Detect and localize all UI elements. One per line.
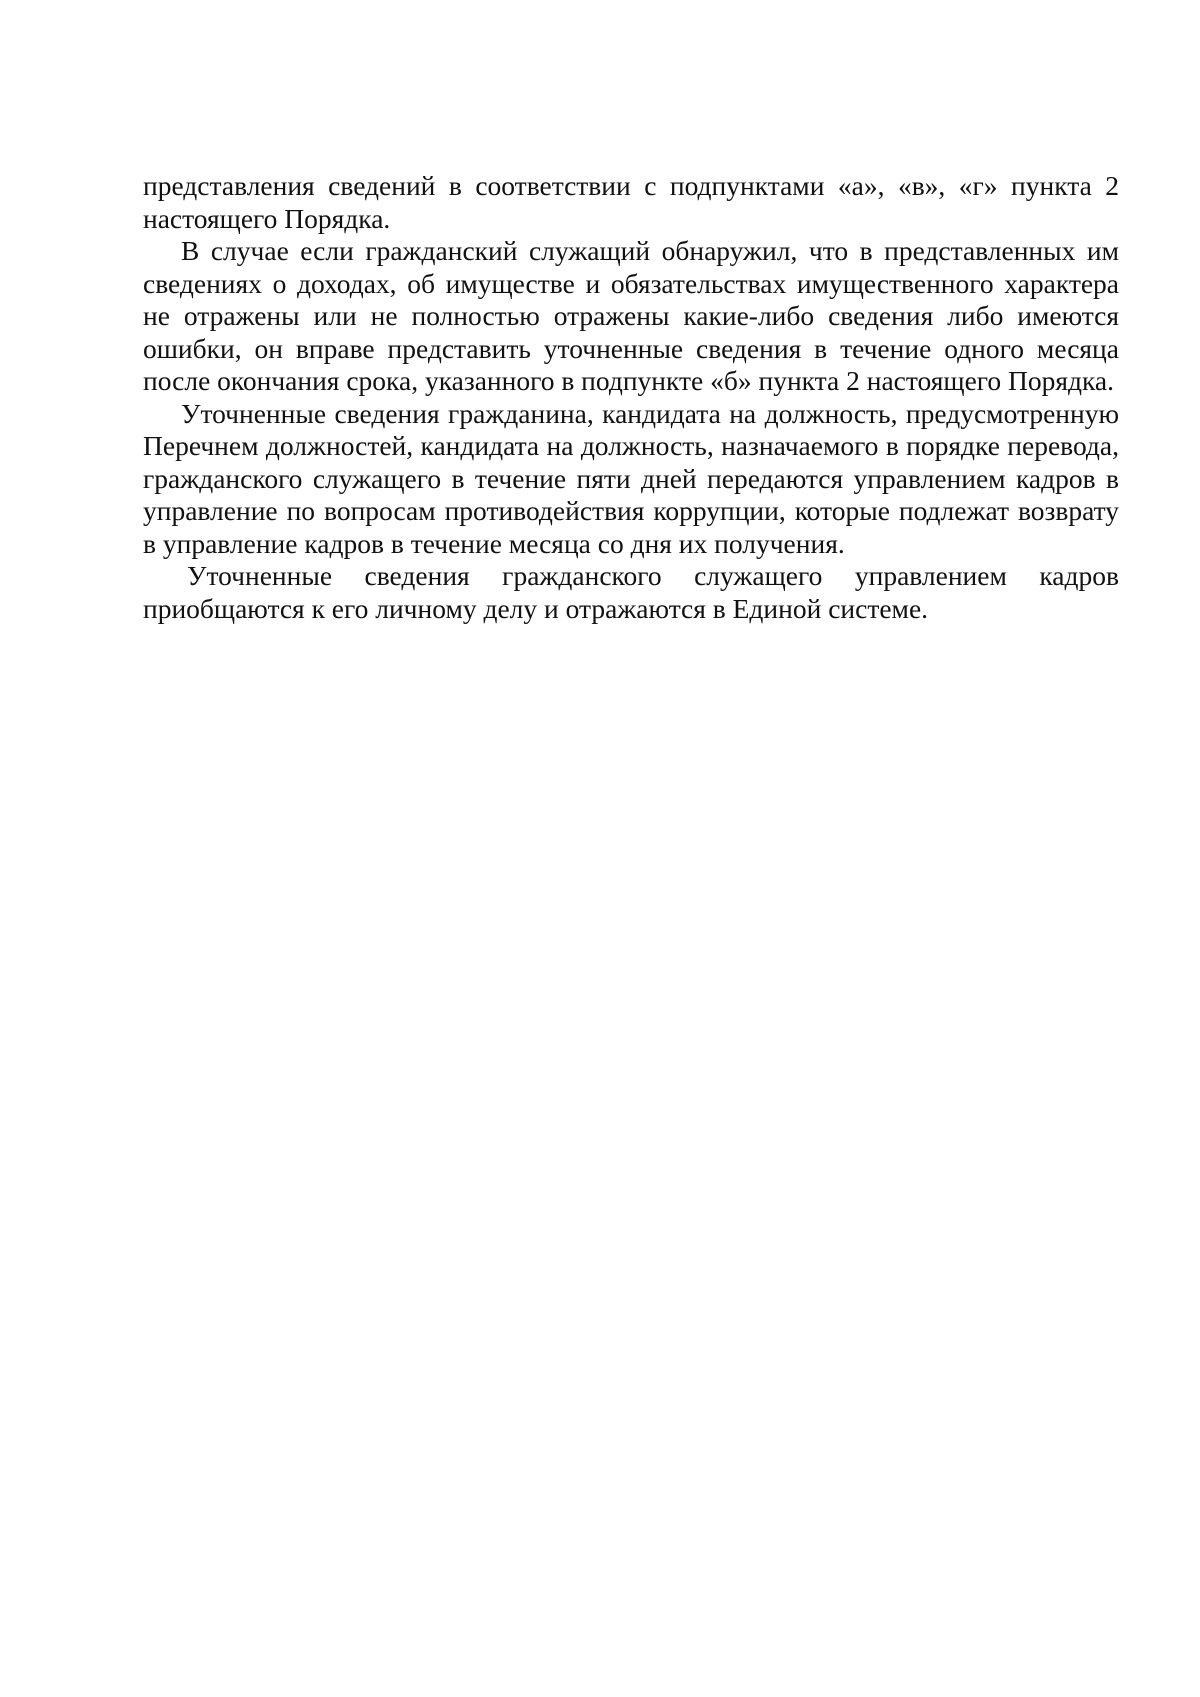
paragraph-continuation: представления сведений в соответствии с подпунктами «а», «в», «г» пункта 2 настоящего Порядка. [143,170,1119,234]
document-body [143,170,1119,625]
paragraph-corrected-info-transfer: Уточненные сведения гражданина, кандидата на должность, предусмотренную Перечнем должностей, кандидата на должность, назначаемого в порядке перевода, гражданского служащего в течение пяти дней передаются управлением кадров в управление по вопросам противодействия коррупции, которые подлежат возврату в управление кадров в течение месяца со дня их получения. [143,397,1119,559]
paragraph-corrected-info-deadline: В случае если гражданский служащий обнаружил, что в представленных им сведениях о доходах, об имуществе и обязательствах имущественного характера не отражены или не полностью отражены какие-либо сведения либо имеются ошибки, он вправе представить уточненные сведения в течение одного месяца после окончания срока, указанного в подпункте «б» пункта 2 настоящего Порядка. [143,235,1119,396]
paragraph-corrected-info-filing: Уточненные сведения гражданского служащего управлением кадров приобщаются к его личному делу и отражаются в Единой системе. [143,560,1119,624]
